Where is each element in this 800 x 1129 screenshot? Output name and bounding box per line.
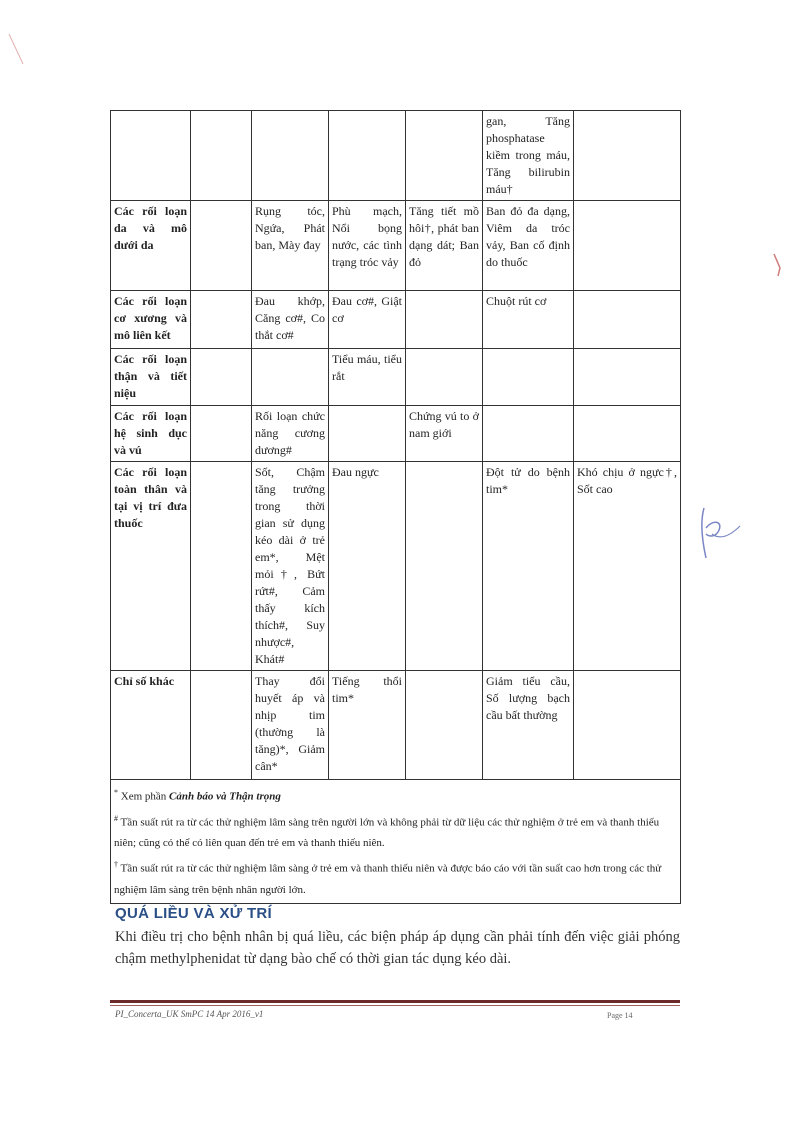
frequency-cell: Đau khớp, Căng cơ#, Co thắt cơ# xyxy=(252,291,329,349)
frequency-cell xyxy=(574,111,681,201)
system-organ-class: Các rối loạn cơ xương và mô liên kết xyxy=(111,291,191,349)
frequency-cell: Rụng tóc, Ngứa, Phát ban, Mày đay xyxy=(252,201,329,291)
footnote-text: Tần suất rút ra từ các thử nghiệm lâm sàng ở trẻ em và thanh thiếu niên và được báo cáo với tần suất cao hơn trong các thử nghiệm lâm sàng trên bệnh nhân người lớn. xyxy=(114,862,662,896)
frequency-cell: Chứng vú to ở nam giới xyxy=(406,406,483,462)
footer-page-number: Page 14 xyxy=(607,1011,633,1020)
frequency-cell xyxy=(191,111,252,201)
frequency-cell xyxy=(483,406,574,462)
adverse-reactions-table xyxy=(110,110,681,904)
frequency-cell: gan, Tăng phosphatase kiềm trong máu, Tăng bilirubin máu† xyxy=(483,111,574,201)
frequency-cell: Sốt, Chậm tăng trưởng trong thời gian sử dụng kéo dài ở trẻ em*, Mệt mỏi†, Bứt rứt#, Cảm thấy kích thích#, Suy nhược#, Khát# xyxy=(252,462,329,671)
frequency-cell xyxy=(574,671,681,780)
table-row xyxy=(111,671,681,780)
frequency-cell xyxy=(483,349,574,406)
footnote-mark: * xyxy=(114,788,118,797)
frequency-cell: Tiểu máu, tiểu rắt xyxy=(329,349,406,406)
frequency-cell: Tiếng thổi tim* xyxy=(329,671,406,780)
system-organ-class: Các rối loạn thận và tiết niệu xyxy=(111,349,191,406)
section-paragraph: Khi điều trị cho bệnh nhân bị quá liều, các biện pháp áp dụng cần phải tính đến việc giải phóng chậm methylphenidat từ dạng bào chế có thời gian tác dụng kéo dài. xyxy=(115,929,680,967)
frequency-cell xyxy=(252,111,329,201)
footnote-text: Xem phần xyxy=(118,790,170,803)
footnote-dagger xyxy=(114,854,677,901)
footer-document-id: PI_Concerta_UK SmPC 14 Apr 2016_v1 xyxy=(115,1009,264,1019)
frequency-cell xyxy=(191,671,252,780)
footer-divider xyxy=(110,1000,680,1003)
frequency-cell xyxy=(574,349,681,406)
table-notes-row xyxy=(111,780,681,904)
frequency-cell xyxy=(406,111,483,201)
table-row xyxy=(111,349,681,406)
margin-red-mark xyxy=(770,250,790,280)
frequency-cell: Khó chịu ở ngực†, Sốt cao xyxy=(574,462,681,671)
system-organ-class: Các rối loạn hệ sinh dục và vú xyxy=(111,406,191,462)
frequency-cell xyxy=(329,111,406,201)
system-organ-class: Chỉ số khác xyxy=(111,671,191,780)
frequency-cell xyxy=(191,201,252,291)
footnote-mark: # xyxy=(114,813,118,823)
frequency-cell: Tăng tiết mồ hôi†, phát ban dạng dát; Ban đỏ xyxy=(406,201,483,291)
table-row xyxy=(111,406,681,462)
frequency-cell xyxy=(406,349,483,406)
frequency-cell xyxy=(406,671,483,780)
frequency-cell: Đau ngực xyxy=(329,462,406,671)
section-heading: QUÁ LIỀU VÀ XỬ TRÍ xyxy=(115,905,273,922)
frequency-cell xyxy=(574,291,681,349)
cross-reference-link[interactable]: Cảnh báo và Thận trọng xyxy=(169,790,281,803)
margin-scan-mark xyxy=(5,30,35,70)
frequency-cell xyxy=(574,406,681,462)
frequency-cell xyxy=(191,349,252,406)
footnote-text: Tần suất rút ra từ các thử nghiệm lâm sàng trên người lớn và không phải từ dữ liệu các thử nghiệm ở trẻ em và thanh thiếu niên; cũng có thể có liên quan đến trẻ em và thanh thiếu niên. xyxy=(114,816,660,850)
system-organ-class xyxy=(111,111,191,201)
footer-divider-thin xyxy=(110,1005,680,1006)
frequency-cell xyxy=(574,201,681,291)
system-organ-class: Các rối loạn toàn thân và tại vị trí đưa thuốc xyxy=(111,462,191,671)
table-footnotes xyxy=(111,780,681,904)
frequency-cell xyxy=(406,291,483,349)
frequency-cell: Chuột rút cơ xyxy=(483,291,574,349)
table-row xyxy=(111,462,681,671)
frequency-cell xyxy=(329,406,406,462)
table-row xyxy=(111,111,681,201)
frequency-cell xyxy=(191,406,252,462)
table-row xyxy=(111,201,681,291)
frequency-cell: Đột tử do bệnh tim* xyxy=(483,462,574,671)
frequency-cell xyxy=(191,291,252,349)
frequency-cell: Ban đỏ đa dạng, Viêm da tróc vảy, Ban cố định do thuốc xyxy=(483,201,574,291)
frequency-cell: Rối loạn chức năng cương dương# xyxy=(252,406,329,462)
footnote-hash xyxy=(114,808,677,855)
frequency-cell xyxy=(191,462,252,671)
initials-stamp-mark xyxy=(690,500,745,565)
frequency-cell: Thay đổi huyết áp và nhịp tim (thường là tăng)*, Giảm cân* xyxy=(252,671,329,780)
footnote-mark: † xyxy=(114,860,118,870)
system-organ-class: Các rối loạn da và mô dưới da xyxy=(111,201,191,291)
table-row xyxy=(111,291,681,349)
frequency-cell: Phù mạch, Nổi bọng nước, các tình trạng tróc vảy xyxy=(329,201,406,291)
frequency-cell: Đau cơ#, Giật cơ xyxy=(329,291,406,349)
frequency-cell xyxy=(252,349,329,406)
frequency-cell: Giảm tiểu cầu, Số lượng bạch cầu bất thường xyxy=(483,671,574,780)
footnote-asterisk xyxy=(114,782,677,808)
frequency-cell xyxy=(406,462,483,671)
